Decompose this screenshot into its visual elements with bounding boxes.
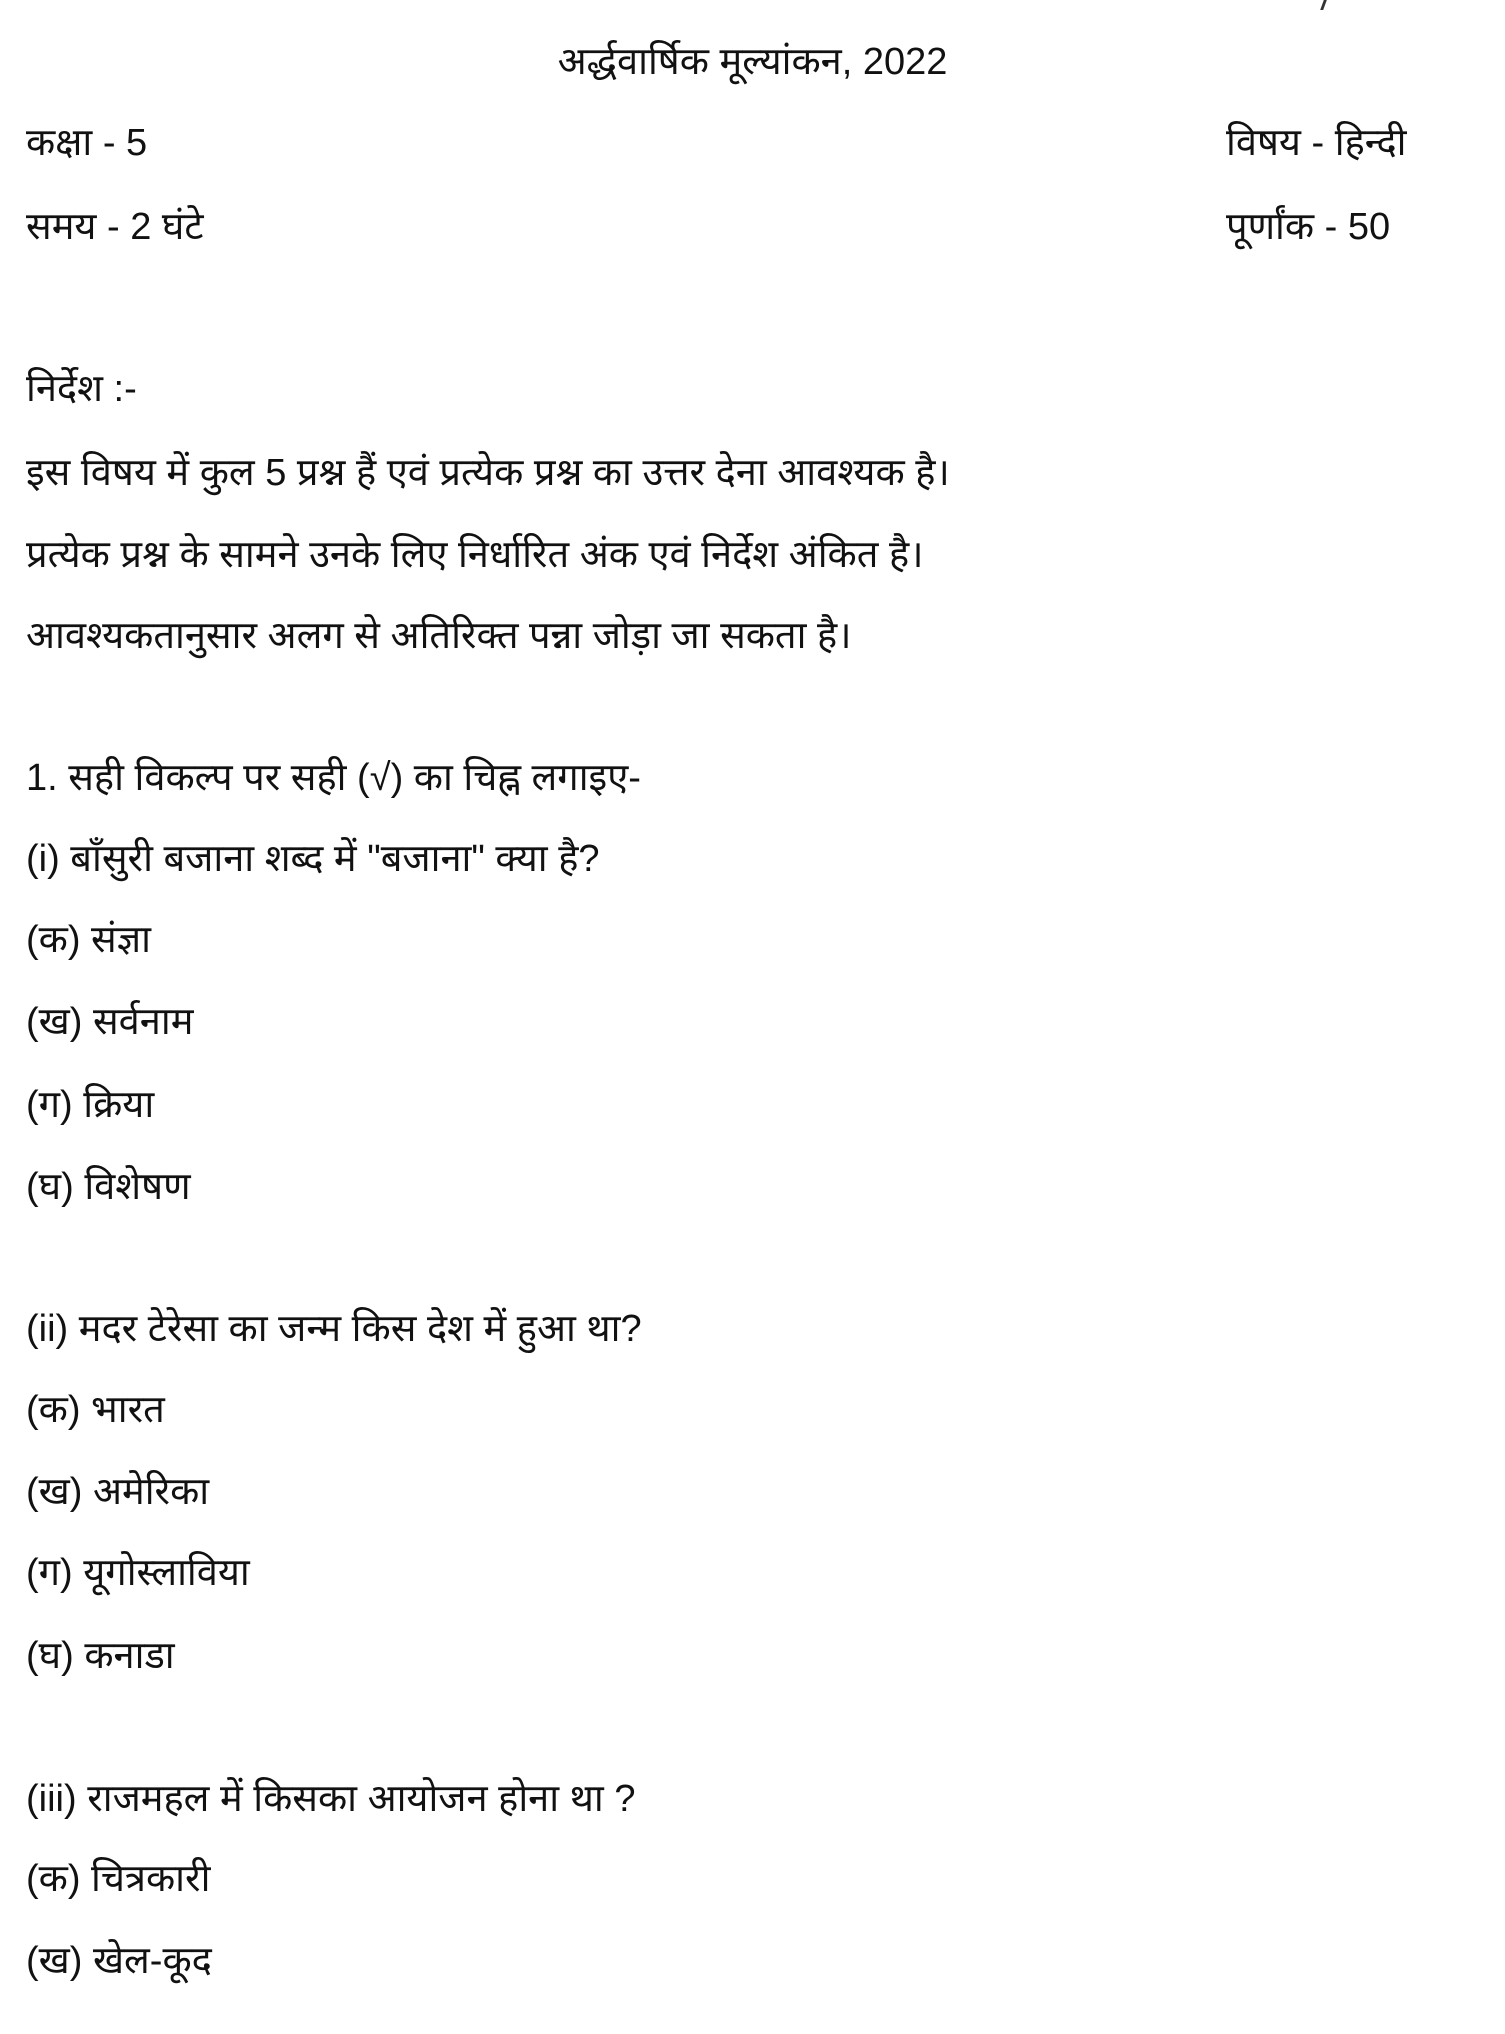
option: (ग) क्रिया <box>26 1084 155 1126</box>
question-1-heading: 1. सही विकल्प पर सही (√) का चिह्न लगाइए- <box>26 757 641 799</box>
instruction-line: प्रत्येक प्रश्न के सामने उनके लिए निर्धारित अंक एवं निर्देश अंकित है। <box>26 534 924 576</box>
instruction-line: आवश्यकतानुसार अलग से अतिरिक्त पन्ना जोड़ा जा सकता है। <box>26 615 852 657</box>
class-label: कक्षा - 5 <box>26 122 148 164</box>
exam-title: अर्द्धवार्षिक मूल्यांकन, 2022 <box>557 41 948 83</box>
option: (क) भारत <box>26 1389 165 1431</box>
subject-label: विषय - हिन्दी <box>1226 122 1407 164</box>
option: (ख) अमेरिका <box>26 1471 210 1513</box>
option: (घ) विशेषण <box>26 1166 191 1208</box>
cropped-text-fragment <box>1320 0 1327 10</box>
question-text: (ii) मदर टेरेसा का जन्म किस देश में हुआ था? <box>26 1308 642 1350</box>
instructions-heading: निर्देश :- <box>26 368 137 410</box>
instruction-line: इस विषय में कुल 5 प्रश्न हैं एवं प्रत्येक प्रश्न का उत्तर देना आवश्यक है। <box>26 452 950 494</box>
option: (ख) सर्वनाम <box>26 1001 194 1043</box>
time-label: समय - 2 घंटे <box>26 206 204 248</box>
max-marks-label: पूर्णांक - 50 <box>1226 206 1391 248</box>
question-text: (iii) राजमहल में किसका आयोजन होना था ? <box>26 1778 636 1820</box>
option: (ग) यूगोस्लाविया <box>26 1552 250 1594</box>
option: (घ) कनाडा <box>26 1635 175 1677</box>
question-text: (i) बाँसुरी बजाना शब्द में "बजाना" क्या है? <box>26 838 600 880</box>
option: (क) चित्रकारी <box>26 1858 211 1900</box>
option: (ख) खेल-कूद <box>26 1940 212 1982</box>
option: (क) संज्ञा <box>26 919 151 961</box>
